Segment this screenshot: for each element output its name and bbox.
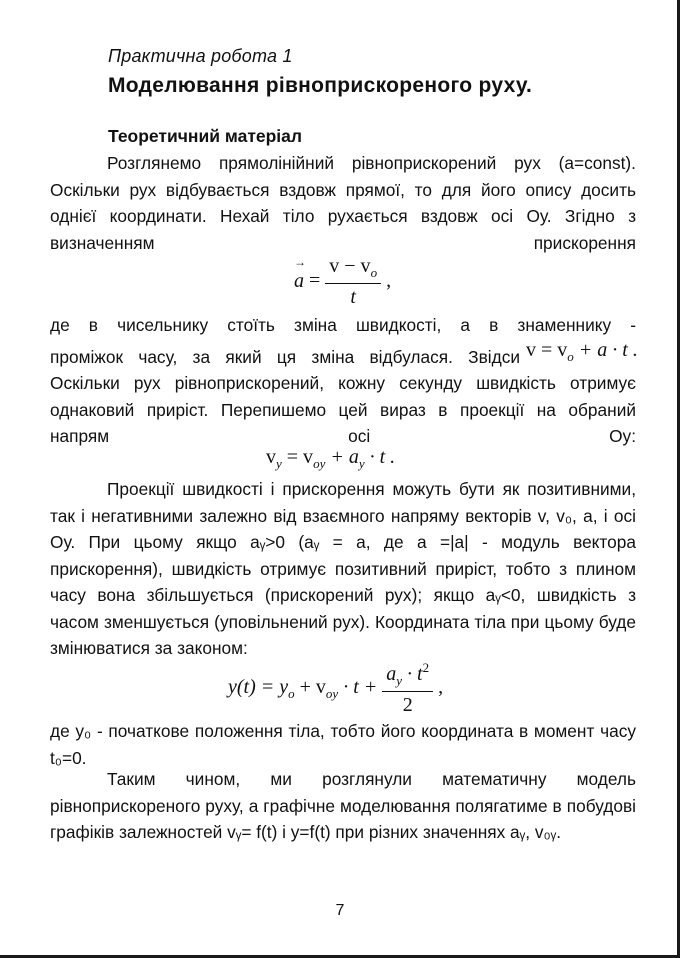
formula-fraction — [325, 255, 381, 309]
proj-v-sub: y — [276, 456, 282, 471]
paragraph-projections: Проекції швидкості і прискорення можуть бути як позитивними, так і негативними залежно від взаємного напряму векторів v, v₀, a, і осі Оу. При цьому якщо aᵧ>0 (aᵧ = a, де a =|a| - модуль вектора прискорення), швидкість отримує позитивний приріст, тобто з плином часу вона збільшується (прискорений рух); якщо aᵧ<0, швидкість з часом зменшується (уповільнений рух). Координата тіла при цьому буде змінюватися за законом: — [50, 479, 636, 658]
coord-num-a: a — [386, 663, 397, 685]
proj-a-sub: y — [358, 456, 365, 471]
velocity-text: v = v — [526, 339, 568, 361]
velocity-sub: o — [567, 349, 574, 364]
numerator-sub: o — [370, 265, 378, 280]
paragraph-numerator-line: де в чисельнику стоїть зміна швидкості, а в знаменнику - — [50, 315, 636, 335]
paragraph-conclusion: Таким чином, ми розглянули математичну модель рівноприскореного руху, а графічне моделювання полягатиме в побудові графіків залежностей vᵧ= f(t) і y=f(t) при різних значеннях aᵧ, v₀ᵧ. — [50, 769, 636, 842]
coord-t-plus: · t + — [343, 676, 378, 699]
paragraph-interval-line: проміжок часу, за який ця зміна відбулася. Звідси — [50, 347, 520, 367]
proj-plus-a: + a — [330, 446, 359, 468]
numerator-text: v − v — [329, 255, 371, 277]
coord-num-t: · t — [407, 663, 423, 685]
proj-v0-sub: oy — [313, 456, 326, 471]
formula-a-vector: → a — [294, 270, 304, 293]
coord-numerator — [382, 660, 433, 692]
section-heading: Теоретичний матеріал — [108, 126, 303, 146]
paragraph-intro: Розглянемо прямолінійний рівноприскорений рух (a=const). Оскільки рух відбувається вздовж прямої, то для його опису досить однієї координати. Нехай тіло рухається вздовж осі Оу. Згідно з визначенням прискорення — [50, 153, 636, 253]
paragraph-uniform: Оскільки рух рівноприскорений, кожну секунду швидкість отримує однаковий приріст. Перепишемо цей вираз в проекції на обраний напрям осі Оу: — [50, 373, 636, 446]
proj-eq: = v — [286, 446, 314, 468]
coord-fraction — [382, 660, 433, 717]
formula-denominator: t — [350, 286, 356, 308]
formula-eq: = — [309, 269, 321, 292]
proj-tail: · t . — [369, 446, 396, 468]
proj-v: v — [266, 446, 276, 468]
formula-velocity-vector — [526, 339, 638, 365]
formula-numerator — [325, 255, 381, 284]
work-subtitle: Практична робота 1 — [108, 46, 293, 66]
velocity-tail: + a · t . — [578, 339, 638, 361]
coord-y0-sub: o — [288, 686, 295, 702]
coord-num-sup: 2 — [422, 660, 430, 675]
coord-comma: , — [438, 676, 444, 699]
coord-denominator: 2 — [402, 694, 413, 716]
formula-coordinate — [228, 660, 443, 717]
formula-comma: , — [386, 269, 392, 292]
formula-projection — [266, 446, 395, 472]
coord-lhs: y(t) = y — [228, 676, 289, 699]
page-number: 7 — [335, 902, 345, 919]
coord-plus-v: + v — [299, 676, 326, 699]
coord-v0-sub: oy — [325, 686, 339, 702]
paragraph-initial-position: де y₀ - початкове положення тіла, тобто його координата в момент часу t₀=0. — [50, 721, 636, 768]
formula-acceleration — [294, 255, 391, 309]
page-title: Моделювання рівноприскореного руху. — [108, 74, 533, 97]
coord-num-a-sub: y — [396, 673, 403, 688]
